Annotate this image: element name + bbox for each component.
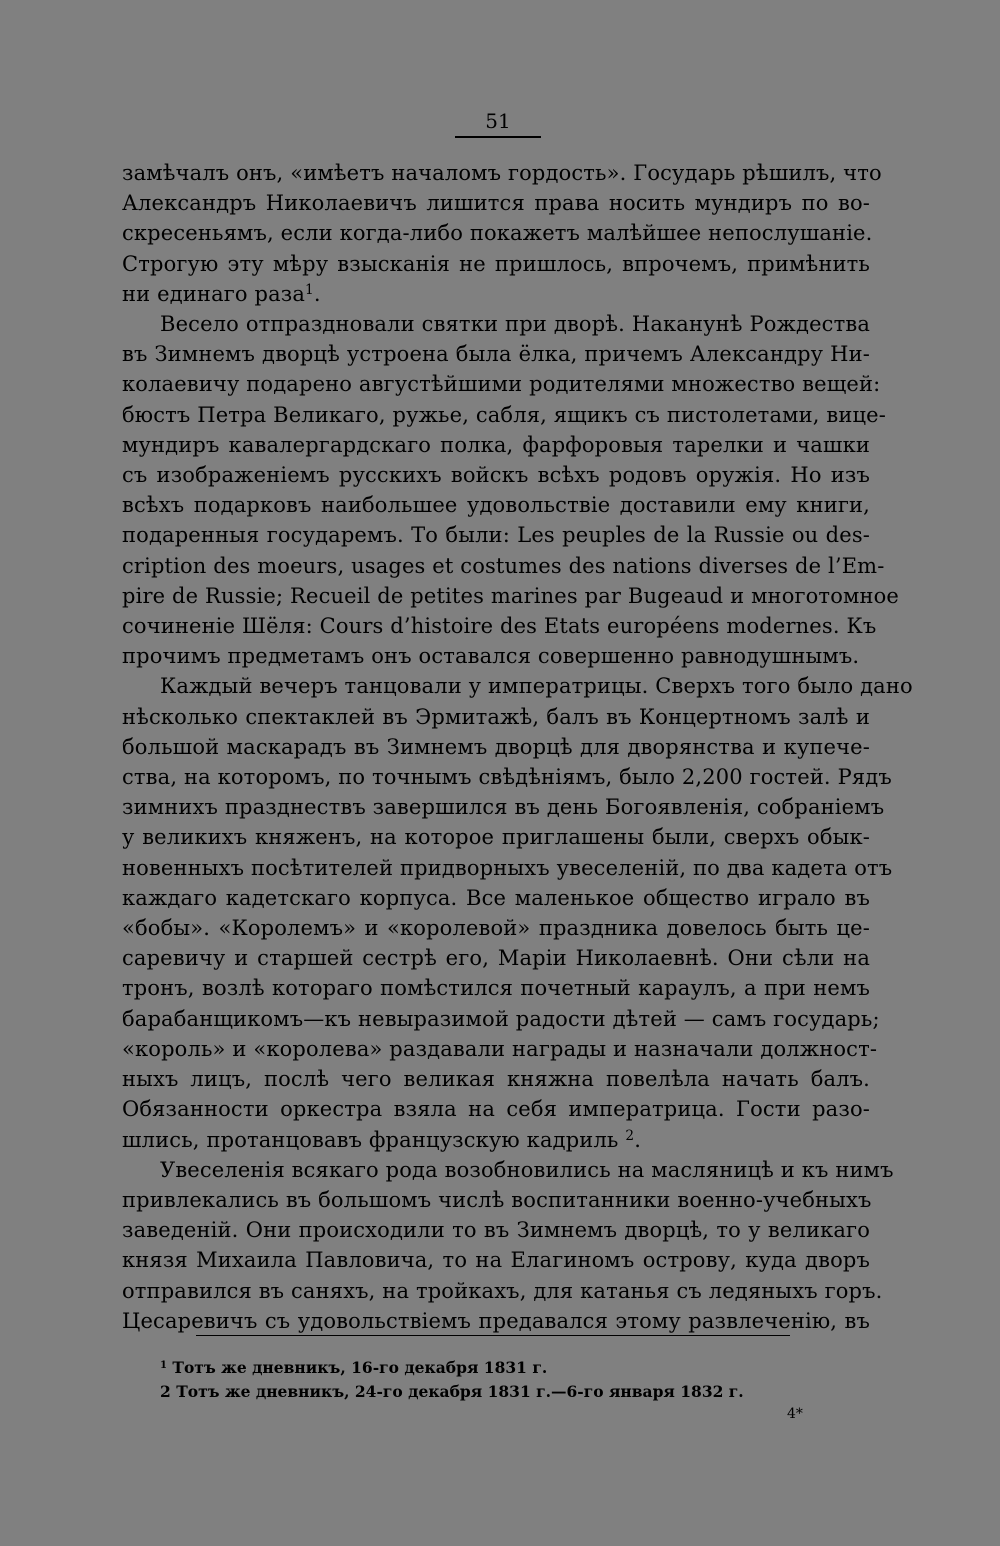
footnotes — [160, 1356, 780, 1404]
footnote-mark: 1 — [160, 1359, 168, 1371]
printer-signature-mark: 4* — [787, 1406, 803, 1422]
text-line: Александръ Николаевичъ лишится права носить мундиръ по во- — [122, 191, 870, 216]
text-line: зимнихъ празднествъ завершился въ день Богоявленія, собраніемъ — [122, 795, 885, 820]
sentence-end: . — [313, 281, 321, 306]
text-line: ныхъ лицъ, послѣ чего великая княжна повелѣла начать балъ. — [122, 1067, 870, 1092]
text-line-last — [122, 1125, 870, 1155]
text-line: ства, на которомъ, по точнымъ свѣдѣніямъ, было 2,200 гостей. Рядъ — [122, 765, 892, 790]
text-line: «король» и «королева» раздавали награды и назначали должност- — [122, 1036, 878, 1061]
footnote-text: Тотъ же дневникъ, 24-го декабря 1831 г.—6-го января 1832 г. — [176, 1382, 744, 1401]
text-line: сочиненіе Шёля: Cours d’histoire des Etats européens modernes. Къ — [122, 614, 877, 639]
text-line: Строгую эту мѣру взысканія не пришлось, впрочемъ, примѣнить — [122, 251, 870, 276]
text-line: новенныхъ посѣтителей придворныхъ увеселеній, по два кадета отъ — [122, 855, 893, 880]
text-line: всѣхъ подарковъ наибольшее удовольствіе доставили ему книги, — [122, 493, 870, 518]
text-line: у великихъ княженъ, на которое приглашены были, сверхъ обык- — [122, 825, 870, 850]
text-line: колаевичу подарено августѣйшими родителями множество вещей: — [122, 372, 881, 397]
text-line: «бобы». «Королемъ» и «королевой» праздника довелось быть це- — [122, 916, 870, 941]
text-line: Обязанности оркестра взяла на себя императрица. Гости разо- — [122, 1097, 870, 1122]
paragraph-2 — [122, 309, 899, 671]
text-line: каждаго кадетскаго корпуса. Все маленькое общество играло въ — [122, 885, 870, 910]
paragraph-4 — [122, 1155, 894, 1336]
footnote-ref-2: 2 — [625, 1127, 635, 1144]
page-number: 51 — [485, 109, 511, 133]
sentence-end: . — [634, 1127, 642, 1152]
text-line: нѣсколько спектаклей въ Эрмитажѣ, балъ въ Концертномъ залѣ и — [122, 704, 870, 729]
text-line: Каждый вечеръ танцовали у императрицы. Сверхъ того было дано — [160, 674, 913, 699]
text-line: Весело отпраздновали святки при дворѣ. Наканунѣ Рождества — [160, 312, 870, 337]
text-line: тронъ, возлѣ котораго помѣстился почетный караулъ, а при немъ — [122, 976, 870, 1001]
text-line: подаренныя государемъ. То были: Les peuples de la Russie ou des- — [122, 523, 870, 548]
text-line: прочимъ предметамъ онъ оставался совершенно равнодушнымъ. — [122, 644, 860, 669]
text-line: pire de Russie; Recueil de petites marines par Bugeaud и многотомное — [122, 583, 899, 608]
footnote-rule — [196, 1335, 790, 1336]
text-line: Увеселенія всякаго рода возобновились на масляницѣ и къ нимъ — [160, 1157, 894, 1182]
body-text — [122, 158, 913, 1336]
text-line: шлись, протанцовавъ французскую кадриль — [122, 1127, 619, 1152]
text-line: саревичу и старшей сестрѣ его, Маріи Николаевнѣ. Они сѣли на — [122, 946, 870, 971]
text-line: Цесаревичъ съ удовольствіемъ предавался этому развлеченію, въ — [122, 1308, 870, 1333]
text-line: барабанщикомъ—къ невыразимой радости дѣтей — самъ государь; — [122, 1006, 880, 1031]
text-line-last — [122, 279, 870, 309]
text-line: cription des moeurs, usages et costumes des nations diverses de l’Em- — [122, 553, 885, 578]
text-line: замѣчалъ онъ, «имѣетъ началомъ гордость». Государь рѣшилъ, что — [122, 161, 882, 185]
text-line: привлекались въ большомъ числѣ воспитанники военно-учебныхъ — [122, 1187, 872, 1212]
text-line: большой маскарадъ въ Зимнемъ дворцѣ для дворянства и купече- — [122, 734, 870, 759]
paragraph-3 — [122, 671, 913, 1154]
page-number-rule — [455, 136, 541, 138]
text-line: скресеньямъ, если когда-либо покажетъ малѣйшее непослушаніе. — [122, 221, 873, 246]
text-line: князя Михаила Павловича, то на Елагиномъ острову, куда дворъ — [122, 1248, 870, 1273]
text-line: отправился въ саняхъ, на тройкахъ, для катанья съ ледяныхъ горъ. — [122, 1278, 883, 1303]
text-line: ни единаго раза — [122, 281, 306, 306]
text-line: въ Зимнемъ дворцѣ устроена была ёлка, причемъ Александру Ни- — [122, 342, 870, 367]
text-line: мундиръ кавалергардскаго полка, фарфоровыя тарелки и чашки — [122, 432, 870, 457]
footnote-text: Тотъ же дневникъ, 16-го декабря 1831 г. — [172, 1358, 548, 1377]
footnote-mark: 2 — [160, 1382, 171, 1401]
footnote-1 — [160, 1356, 780, 1380]
text-line: съ изображеніемъ русскихъ войскъ всѣхъ родовъ оружія. Но изъ — [122, 463, 870, 488]
text-line: бюстъ Петра Великаго, ружье, сабля, ящикъ съ пистолетами, вице- — [122, 402, 886, 427]
paragraph-1 — [122, 158, 882, 309]
footnote-2 — [160, 1380, 780, 1404]
text-line: заведеній. Они происходили то въ Зимнемъ дворцѣ, то у великаго — [122, 1218, 870, 1243]
footnote-ref-1: 1 — [305, 282, 314, 298]
